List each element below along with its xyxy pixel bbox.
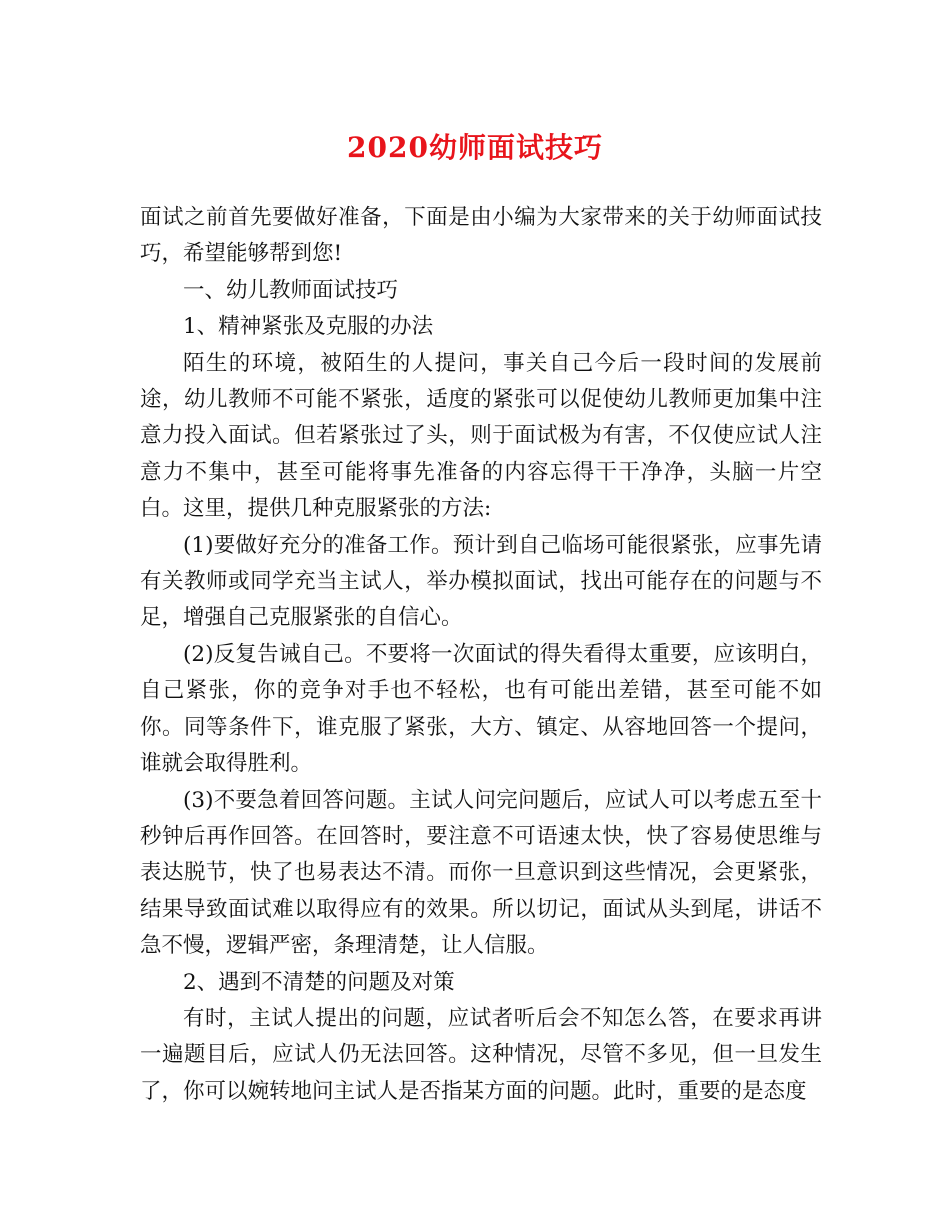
tip-paragraph: (2)反复告诫自己。不要将一次面试的得失看得太重要，应该明白，自己紧张，你的竞争对手也不轻松，也有可能出差错，甚至可能不如你。同等条件下，谁克服了紧张，大方、镇定、从容地回答一个提问，谁就会取得胜利。 [140,641,822,777]
subsection-heading: 1、精神紧张及克服的办法 [183,314,434,340]
section-heading: 一、幼儿教师面试技巧 [183,277,399,303]
subsection-heading: 2、遇到不清楚的问题及对策 [183,969,455,995]
intro-paragraph: 面试之前首先要做好准备，下面是由小编为大家带来的关于幼师面试技巧，希望能够帮到您! [140,205,822,267]
tip-paragraph: (3)不要急着回答问题。主试人问完问题后，应试人可以考虑五至十秒钟后再作回答。在回答时，要注意不可语速太快，快了容易使思维与表达脱节，快了也易表达不清。而你一旦意识到这些情况，会更紧张，结果导致面试难以取得应有的效果。所以切记，面试从头到尾，讲话不急不慢，逻辑严密，条理清楚，让人信服。 [140,787,822,959]
document-title: 2020幼师面试技巧 [347,131,603,164]
body-paragraph: 陌生的环境，被陌生的人提问，事关自己今后一段时间的发展前途，幼儿教师不可能不紧张，适度的紧张可以促使幼儿教师更加集中注意力投入面试。但若紧张过了头，则于面试极为有害，不仅使应试人注意力不集中，甚至可能将事先准备的内容忘得干干净净，头脑一片空白。这里，提供几种克服紧张的方法: [140,350,822,522]
document-body [140,200,822,1110]
tip-paragraph: (1)要做好充分的准备工作。预计到自己临场可能很紧张，应事先请有关教师或同学充当主试人，举办模拟面试，找出可能存在的问题与不足，增强自己克服紧张的自信心。 [140,532,822,631]
body-paragraph: 有时，主试人提出的问题，应试者听后会不知怎么答，在要求再讲一遍题目后，应试人仍无法回答。这种情况，尽管不多见，但一旦发生了，你可以婉转地问主试人是否指某方面的问题。此时，重要的是态度 [140,1005,822,1104]
